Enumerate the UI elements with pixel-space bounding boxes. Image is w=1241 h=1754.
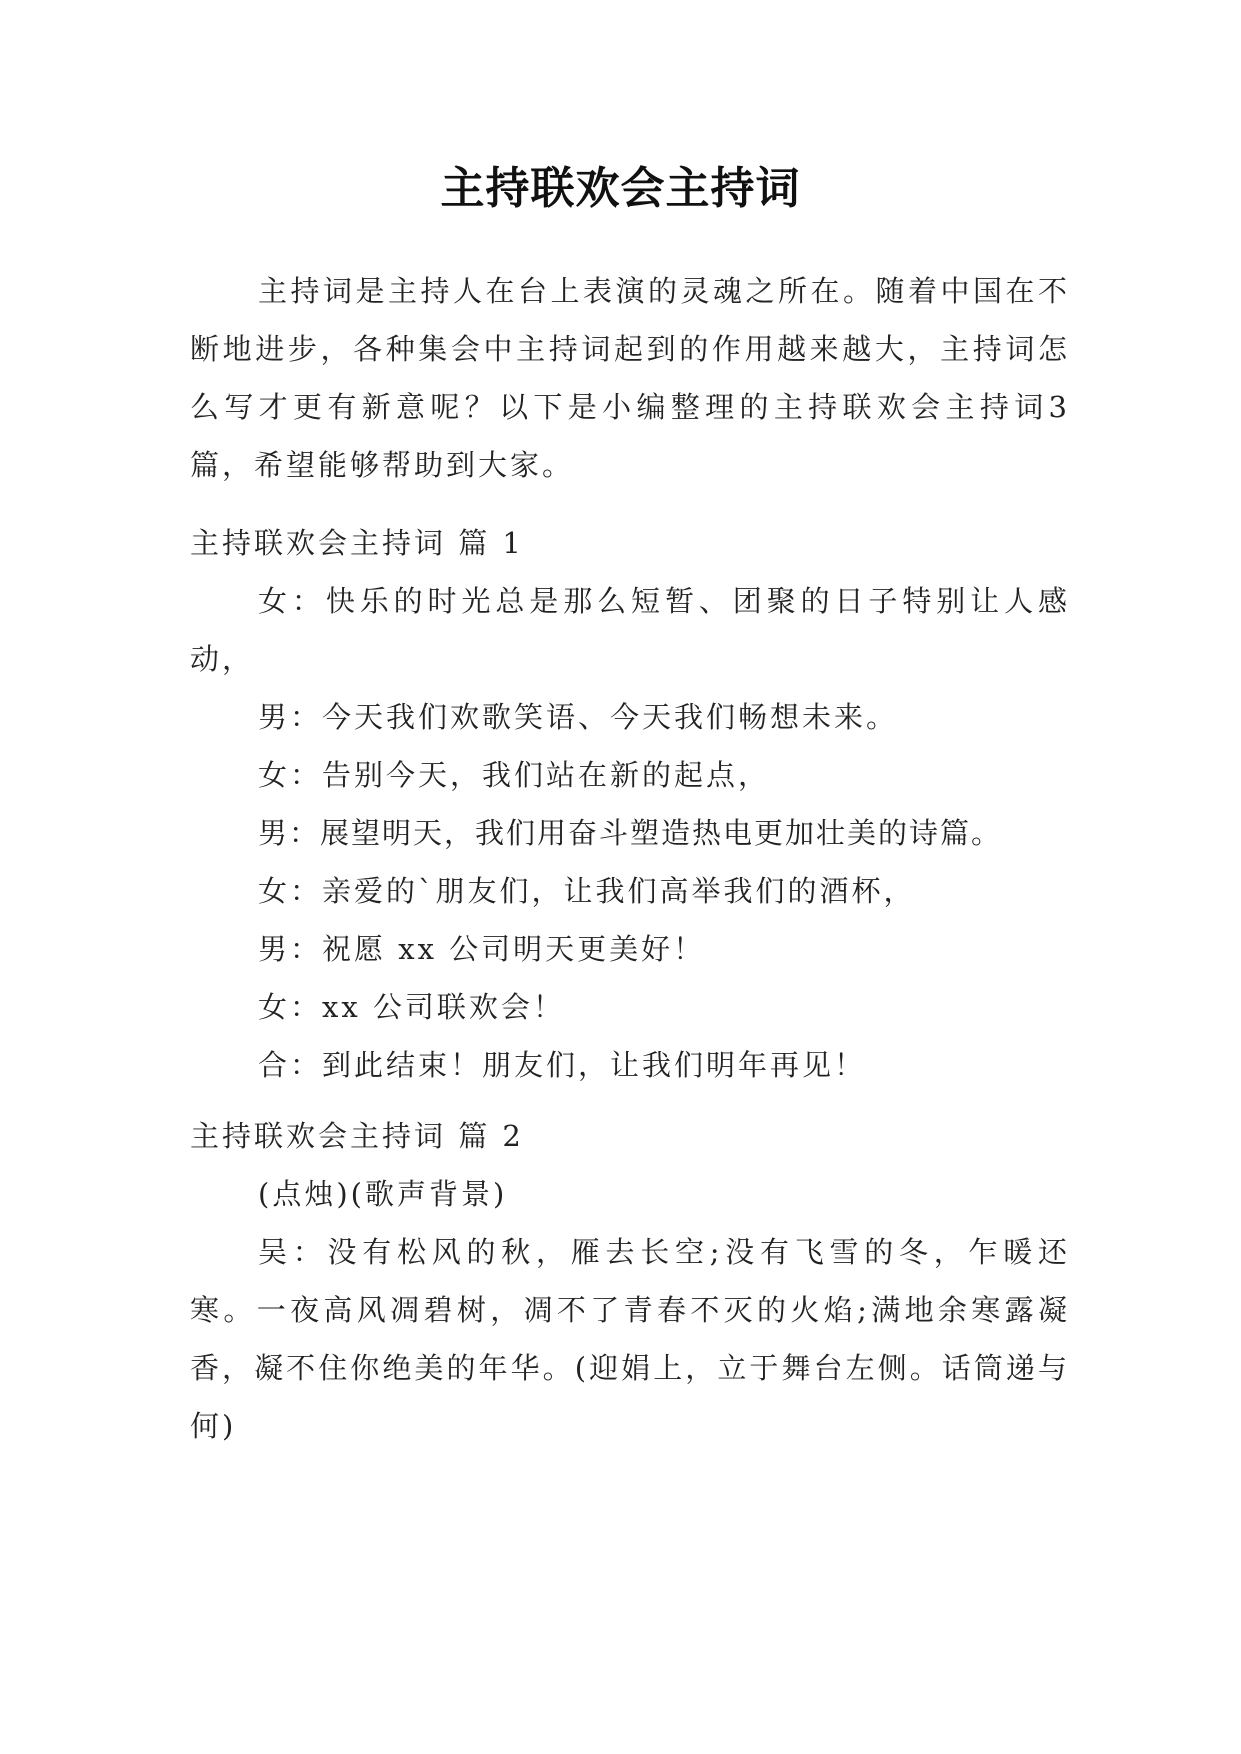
stage-direction: (点烛)(歌声背景) — [258, 1177, 508, 1211]
dialogue-line: 男：祝愿 xx 公司明天更美好！ — [258, 932, 706, 966]
dialogue-line: 男：今天我们欢歌笑语、今天我们畅想未来。 — [258, 700, 899, 734]
section-heading: 主持联欢会主持词 篇 1 — [190, 526, 524, 560]
dialogue-line: 女：xx 公司联欢会！ — [258, 990, 565, 1024]
dialogue-line: 合：到此结束！朋友们，让我们明年再见！ — [258, 1048, 867, 1082]
dialogue-line: 吴：没有松风的秋，雁去长空;没有飞雪的冬，乍暖还寒。一夜高风凋碧树，凋不了青春不灭的火焰;满地余寒露凝香，凝不住你绝美的年华。(迎娟上，立于舞台左侧。话筒递与何) — [190, 1235, 1070, 1443]
section-1 — [190, 514, 1070, 1094]
document-title: 主持联欢会主持词 — [440, 163, 801, 214]
dialogue-line: 男：展望明天，我们用奋斗塑造热电更加壮美的诗篇。 — [258, 816, 1003, 850]
dialogue-line: 女：告别今天，我们站在新的起点， — [258, 758, 771, 792]
section-2 — [190, 1107, 1070, 1455]
intro-paragraph: 主持词是主持人在台上表演的灵魂之所在。随着中国在不断地进步，各种集会中主持词起到的作用越来越大，主持词怎么写才更有新意呢？以下是小编整理的主持联欢会主持词3篇，希望能够帮助到大家。 — [190, 274, 1070, 482]
dialogue-line: 女：快乐的时光总是那么短暂、团聚的日子特别让人感动， — [190, 584, 1070, 676]
dialogue-line: 女：亲爱的`朋友们，让我们高举我们的酒杯， — [258, 874, 916, 908]
section-heading: 主持联欢会主持词 篇 2 — [190, 1119, 524, 1153]
